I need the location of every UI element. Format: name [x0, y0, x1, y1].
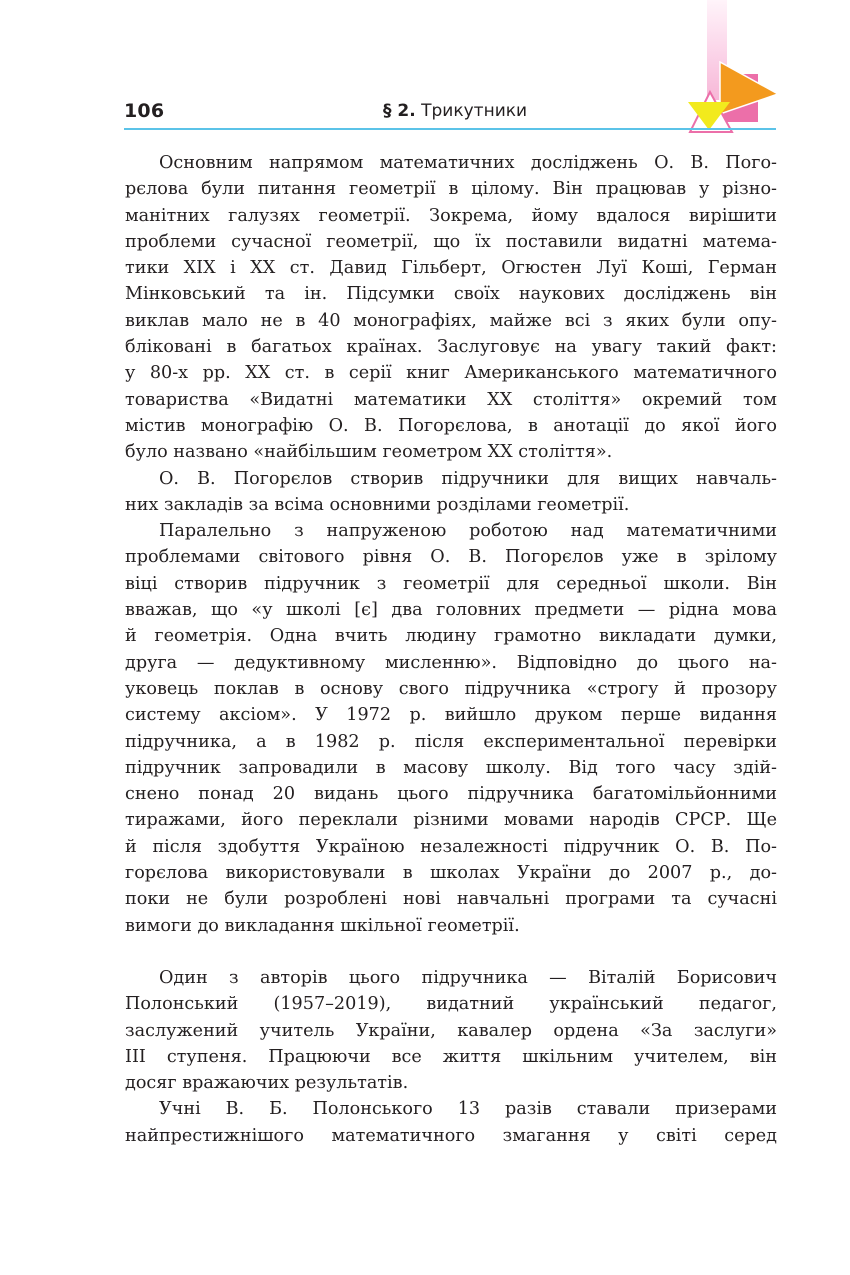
text-line: проблемами світового рівня О. В. Погорєлов уже в зрілому [125, 547, 777, 568]
text-line: проблеми сучасної геометрії, що їх поставили видатні матема- [125, 231, 777, 252]
text-line: й після здобуття Україною незалежності підручник О. В. По- [125, 836, 777, 857]
text-line: Один з авторів цього підручника — Віталій Борисович [159, 967, 777, 988]
text-line: Мінковський та ін. Підсумки своїх наукових досліджень він [125, 284, 777, 305]
text-line: містив монографію О. В. Погорєлова, в анотації до якої його [125, 415, 777, 436]
paragraph [125, 965, 777, 1096]
text-line: Паралельно з напруженою роботою над математичними [159, 521, 777, 542]
text-line: систему аксіом». У 1972 р. вийшло друком перше видання [125, 705, 777, 726]
text-line: III ступеня. Працюючи все життя шкільним учителем, він [125, 1046, 777, 1067]
text-line: товариства «Видатні математики XX століття» окремий том [125, 389, 777, 410]
text-line: й геометрія. Одна вчить людину грамотно викладати думки, [125, 626, 777, 647]
triangles-decoration-icon [680, 50, 790, 135]
text-line: підручника, а в 1982 р. після експериментальної перевірки [125, 731, 777, 752]
text-line: поки не були розроблені нові навчальні програми та сучасні [125, 889, 777, 910]
text-line: рєлова були питання геометрії в цілому. Він працював у різно- [125, 179, 777, 200]
text-line: уковець поклав в основу свого підручника «строгу й прозору [125, 678, 777, 699]
text-line: вважав, що «у школі [є] два головних предмети — рідна мова [125, 600, 777, 621]
text-line: снено понад 20 видань цього підручника багатомільйонними [125, 784, 777, 805]
page-header [0, 0, 850, 135]
header-rule [124, 128, 776, 130]
text-line: них закладів за всіма основними розділами геометрії. [125, 494, 630, 515]
section-title [383, 101, 527, 121]
paragraph [125, 466, 777, 519]
paragraph [125, 518, 777, 939]
text-line: підручник запровадили в масову школу. Від того часу здій- [125, 757, 777, 778]
text-line: Учні В. Б. Полонського 13 разів ставали призерами [159, 1099, 777, 1120]
text-line: віці створив підручник з геометрії для середньої школи. Він [125, 573, 777, 594]
section-gap [125, 939, 777, 965]
text-line: вимоги до викладання шкільної геометрії. [125, 915, 520, 936]
text-line: досяг вражаючих результатів. [125, 1073, 409, 1094]
text-line: тиражами, його переклали різними мовами народів СРСР. Ще [125, 810, 777, 831]
text-line: горєлова використовували в школах України до 2007 р., до- [125, 863, 777, 884]
text-line: Полонський (1957–2019), видатний український педагог, [125, 994, 777, 1015]
body-text [125, 150, 777, 1149]
paragraph [125, 150, 777, 466]
paragraph [125, 1096, 777, 1149]
text-line: манітних галузях геометрії. Зокрема, йому вдалося вирішити [125, 205, 777, 226]
text-line: О. В. Погорєлов створив підручники для вищих навчаль- [159, 468, 777, 489]
text-line: найпрестижнішого математичного змагання у світі серед [125, 1125, 777, 1146]
text-line: Основним напрямом математичних досліджень О. В. Пого- [159, 153, 777, 173]
text-line: тики XIX і XX ст. Давид Гільберт, Огюстен Луї Коші, Герман [125, 258, 777, 279]
text-line: у 80-х рр. XX ст. в серії книг Американського математичного [125, 363, 777, 384]
text-line: бліковані в багатьох країнах. Заслуговує на увагу такий факт: [125, 337, 777, 358]
text-line: було названо «найбільшим геометром XX століття». [125, 442, 613, 463]
text-line: виклав мало не в 40 монографіях, майже всі з яких були опу- [125, 310, 777, 331]
text-line: друга — дедуктивному мисленню». Відповідно до цього на- [125, 652, 777, 673]
section-number: § 2. [383, 101, 416, 121]
section-title-text: Трикутники [421, 101, 528, 121]
text-line: заслужений учитель України, кавалер ордена «За заслуги» [125, 1020, 777, 1041]
page-number: 106 [124, 100, 165, 122]
